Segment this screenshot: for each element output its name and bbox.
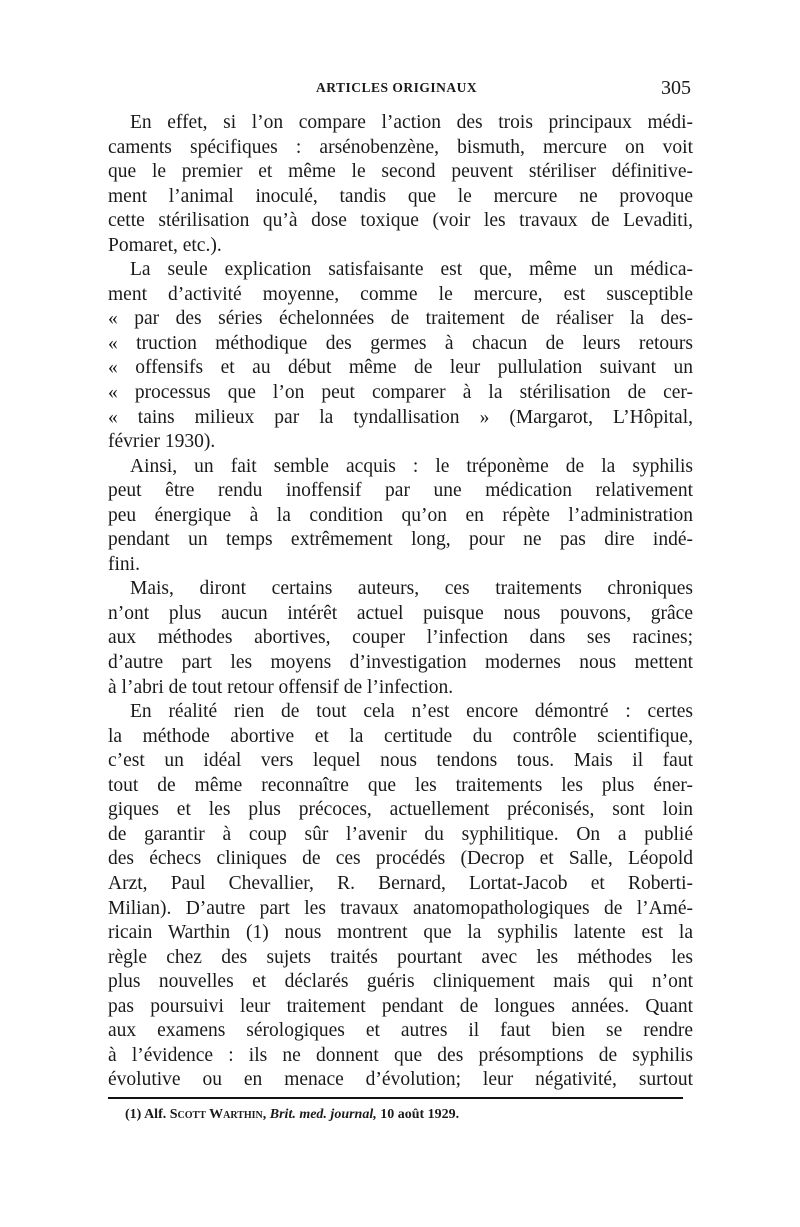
text-line: aux examens sérologiques et autres il faut bien se rendre [108,1020,693,1042]
text-line: n’ont plus aucun intérêt actuel puisque nous pouvons, grâce [108,602,693,624]
footnote-author-prefix: Alf. [144,1107,167,1122]
text-line: février 1930). [108,431,216,453]
footnote-marker: (1) [125,1107,142,1122]
text-line: pas poursuivi leur traitement pendant de longues années. Quant [108,995,693,1017]
text-line: ment d’activité moyenne, comme le mercure, est susceptible [108,283,693,305]
text-line: c’est un idéal vers lequel nous tendons tous. Mais il faut [108,750,693,772]
footnote-journal: Brit. med. journal, [269,1107,377,1122]
text-line: pendant un temps extrêmement long, pour ne pas dire indé- [108,529,693,551]
text-line: ment l’animal inoculé, tandis que le mercure ne provoque [108,185,693,207]
text-line: Mais, diront certains auteurs, ces traitements chroniques [130,578,693,600]
text-line: caments spécifiques : arsénobenzène, bismuth, mercure on voit [108,136,693,158]
text-line: cette stérilisation qu’à dose toxique (voir les travaux de Levaditi, [108,210,693,232]
text-line: « truction méthodique des germes à chacun de leurs retours [108,332,693,354]
text-line: tout de même reconnaître que les traitements les plus éner- [108,774,693,796]
text-line: de garantir à coup sûr l’avenir du syphilitique. On a publié [108,823,693,845]
text-line: peut être rendu inoffensif par une médication relativement [108,480,693,502]
text-line: évolutive ou en menace d’évolution; leur négativité, surtout [108,1069,693,1091]
article-body [108,111,693,1093]
text-line: aux méthodes abortives, couper l’infection dans ses racines; [108,627,693,649]
page-number: 305 [661,77,691,99]
text-line: giques et les plus précoces, actuellement préconisés, sont loin [108,799,693,821]
text-line: à l’abri de tout retour offensif de l’infection. [108,676,454,698]
page-header [108,78,693,102]
footnote-author-name: Scott Warthin, [169,1107,267,1122]
text-line: « par des séries échelonnées de traitement de réaliser la des- [108,308,693,330]
text-line: Pomaret, etc.). [108,234,222,256]
text-line: « tains milieux par la tyndallisation » (Margarot, L’Hôpital, [108,406,693,428]
text-line: peu énergique à la condition qu’on en répète l’administration [108,504,693,526]
text-line: « processus que l’on peut comparer à la stérilisation de cer- [108,382,693,404]
running-title: ARTICLES ORIGINAUX [316,80,478,95]
text-line: Milian). D’autre part les travaux anatomopathologiques de l’Amé- [108,897,693,919]
text-line: Ainsi, un fait semble acquis : le tréponème de la syphilis [130,455,693,477]
text-line: à l’évidence : ils ne donnent que des présomptions de syphilis [108,1044,693,1066]
footnote-date: 10 août 1929. [380,1107,460,1122]
text-line: règle chez des sujets traités pourtant avec les méthodes les [108,946,693,968]
footnote-divider [108,1097,683,1099]
text-line: d’autre part les moyens d’investigation modernes nous mettent [108,652,693,674]
text-line: « offensifs et au début même de leur pullulation suivant un [108,357,693,379]
text-line: plus nouvelles et déclarés guéris cliniquement mais qui n’ont [108,971,693,993]
text-line: fini. [108,553,140,575]
text-line: Arzt, Paul Chevallier, R. Bernard, Lortat-Jacob et Roberti- [108,872,693,894]
text-line: des échecs cliniques de ces procédés (Decrop et Salle, Léopold [108,848,693,870]
text-line: La seule explication satisfaisante est que, même un médica- [130,259,693,281]
text-line: que le premier et même le second peuvent stériliser définitive- [108,161,693,183]
text-line: ricain Warthin (1) nous montrent que la syphilis latente est la [108,922,693,944]
text-line: En effet, si l’on compare l’action des trois principaux médi- [130,112,693,133]
footnote [125,1107,459,1123]
text-line: la méthode abortive et la certitude du contrôle scientifique, [108,725,693,747]
text-line: En réalité rien de tout cela n’est encore démontré : certes [130,701,693,723]
